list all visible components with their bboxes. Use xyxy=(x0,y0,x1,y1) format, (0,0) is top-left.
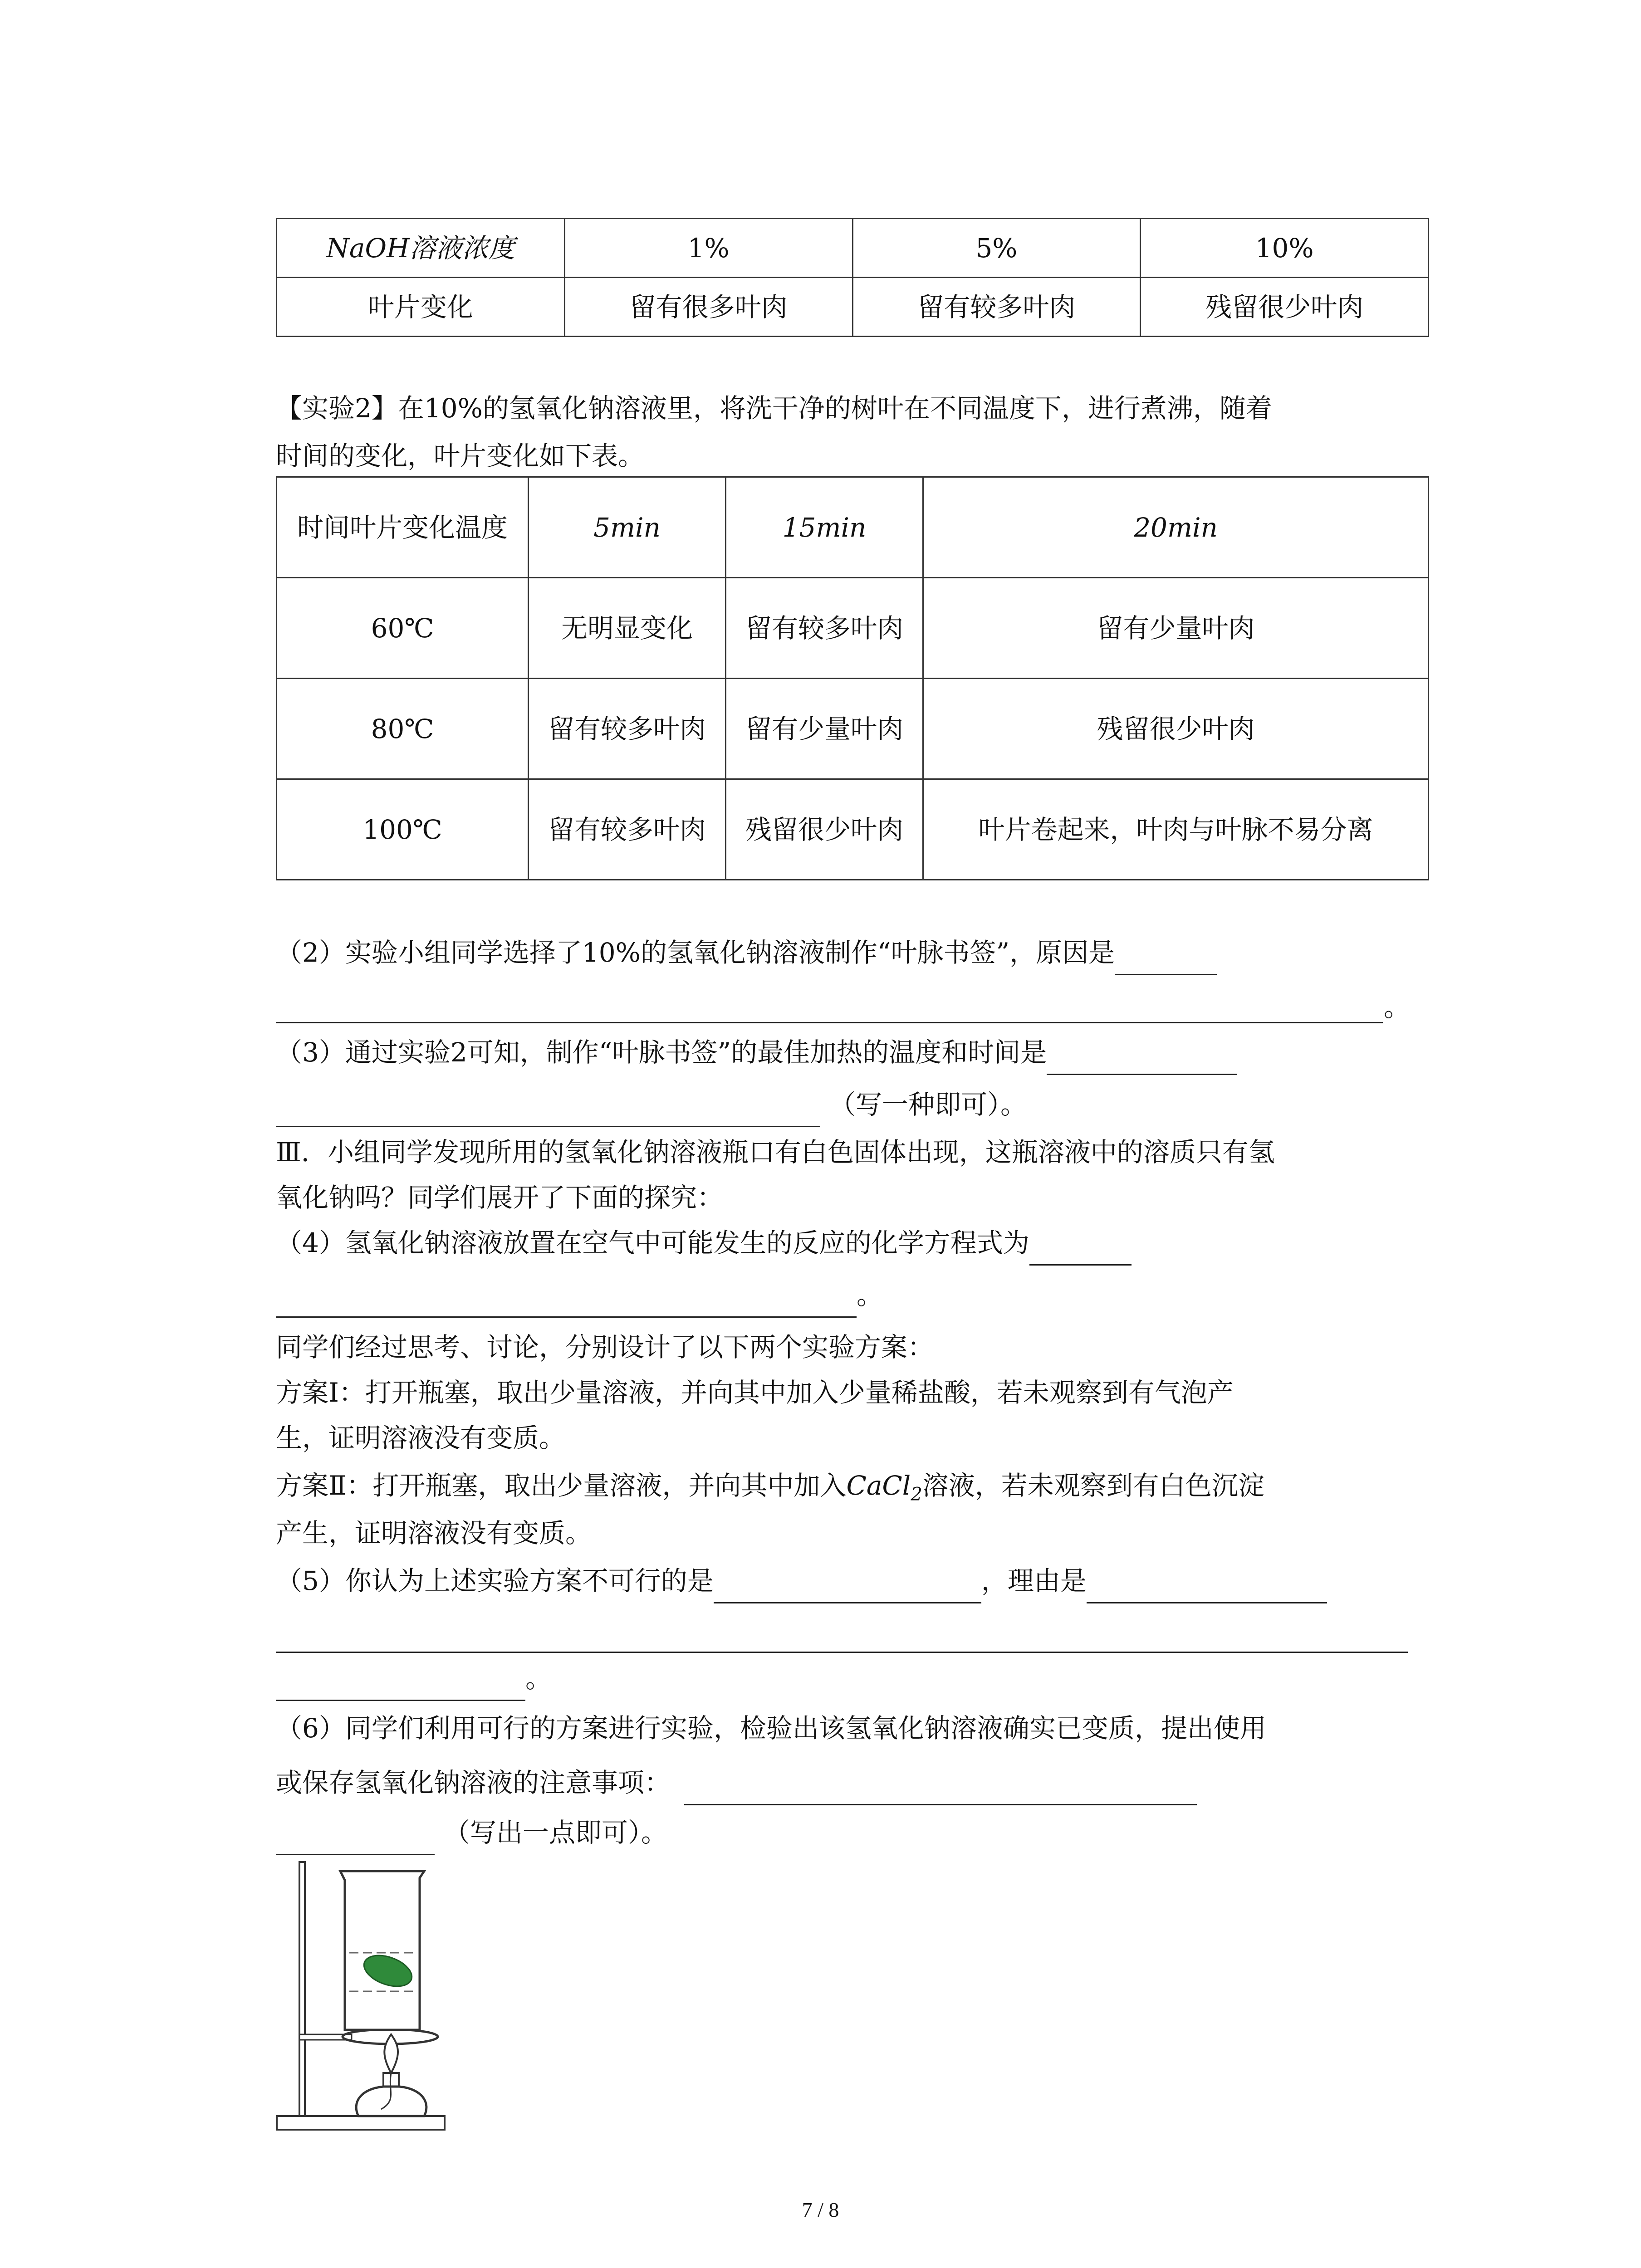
table-header-cell: 1% xyxy=(564,219,852,278)
answer-blank[interactable] xyxy=(1029,1233,1132,1266)
question3-line1 xyxy=(276,1030,1237,1075)
question4-line2 xyxy=(276,1272,883,1318)
answer-blank[interactable] xyxy=(276,1669,525,1701)
cacl2-formula: CaCl$_2$ xyxy=(846,1470,922,1505)
section3-line1: Ⅲ．小组同学发现所用的氢氧化钠溶液瓶口有白色固体出现，这瓶溶液中的溶质只有氢 xyxy=(276,1137,1275,1168)
answer-blank[interactable] xyxy=(276,1651,1408,1653)
answer-blank[interactable] xyxy=(1087,1571,1327,1603)
table-cell: 60℃ xyxy=(277,578,529,679)
table-header-cell: 15min xyxy=(726,477,923,578)
table-header-cell: 时间叶片变化温度 xyxy=(277,477,529,578)
flame xyxy=(384,2034,398,2073)
table-cell: 100℃ xyxy=(277,779,529,880)
experiment2-line2: 时间的变化，叶片变化如下表。 xyxy=(276,440,645,471)
question6-line2 xyxy=(276,1760,1197,1805)
stand-rod xyxy=(299,1862,305,2116)
plan2-text-post: 溶液，若未观察到有白色沉淀 xyxy=(922,1470,1264,1501)
question3-tail: （写一种即可）。 xyxy=(829,1089,1027,1120)
question6-text: 或保存氢氧化钠溶液的注意事项： xyxy=(276,1767,671,1798)
question3-text: （3）通过实验2可知，制作“叶脉书签”的最佳加热的温度和时间是 xyxy=(276,1037,1047,1068)
table-cell: 残留很少叶肉 xyxy=(726,779,923,880)
question4-text: （4）氢氧化钠溶液放置在空气中可能发生的反应的化学方程式为 xyxy=(276,1227,1029,1258)
question4-end: 。 xyxy=(857,1280,883,1310)
table-row xyxy=(277,477,1429,578)
question6-line3 xyxy=(276,1810,667,1855)
answer-blank[interactable] xyxy=(276,1823,435,1855)
table-cell: 留有很多叶肉 xyxy=(564,278,852,337)
table-row xyxy=(277,679,1429,779)
experiment2-line1: 【实验2】在10%的氢氧化钠溶液里，将洗干净的树叶在不同温度下，进行煮沸，随着 xyxy=(276,393,1272,424)
table-cell: 残留很少叶肉 xyxy=(923,679,1429,779)
answer-blank[interactable] xyxy=(1115,943,1217,975)
table-cell: 留有少量叶肉 xyxy=(726,679,923,779)
question5-line1 xyxy=(276,1558,1327,1603)
table-cell: 残留很少叶肉 xyxy=(1141,278,1429,337)
question6-tail: （写出一点即可）。 xyxy=(444,1817,668,1848)
page-number: 7 / 8 xyxy=(802,2198,839,2221)
plan1-line1: 方案Ⅰ：打开瓶塞，取出少量溶液，并向其中加入少量稀盐酸，若未观察到有气泡产 xyxy=(276,1377,1234,1408)
plan1-line2: 生，证明溶液没有变质。 xyxy=(276,1422,566,1453)
question5-text: （5）你认为上述实验方案不可行的是 xyxy=(276,1565,714,1596)
answer-blank[interactable] xyxy=(684,1773,1197,1805)
answer-blank[interactable] xyxy=(714,1571,981,1603)
table-cell: 留有少量叶肉 xyxy=(923,578,1429,679)
table-header-cell: 5% xyxy=(852,219,1141,278)
table-cell: 叶片卷起来，叶肉与叶脉不易分离 xyxy=(923,779,1429,880)
table-cell: 叶片变化 xyxy=(277,278,565,337)
table-row xyxy=(277,278,1429,337)
apparatus-illustration xyxy=(272,1855,454,2136)
question2-line1 xyxy=(276,930,1217,975)
section3-line2: 氧化钠吗？同学们展开了下面的探究： xyxy=(276,1182,724,1213)
table-cell: 留有较多叶肉 xyxy=(529,679,726,779)
question2-end: 。 xyxy=(1384,992,1411,1022)
plan2-text-pre: 方案Ⅱ：打开瓶塞，取出少量溶液，并向其中加入 xyxy=(276,1470,847,1501)
question5-end: 。 xyxy=(525,1663,552,1694)
answer-blank[interactable] xyxy=(1047,1043,1237,1075)
question2-text: （2）实验小组同学选择了10%的氢氧化钠溶液制作“叶脉书签”，原因是 xyxy=(276,937,1115,968)
question5-line3 xyxy=(276,1656,552,1701)
answer-blank[interactable] xyxy=(276,1286,857,1318)
table-cell: 留有较多叶肉 xyxy=(852,278,1141,337)
plan2-line2: 产生，证明溶液没有变质。 xyxy=(276,1518,592,1549)
stand-base xyxy=(277,2116,445,2130)
answer-blank[interactable] xyxy=(276,1095,820,1127)
table-row xyxy=(277,779,1429,880)
table-header-cell: 20min xyxy=(923,477,1429,578)
table-cell: 80℃ xyxy=(277,679,529,779)
answer-blank[interactable] xyxy=(276,1022,1383,1023)
table-header-cell: NaOH溶液浓度 xyxy=(277,219,565,278)
table-cell: 无明显变化 xyxy=(529,578,726,679)
question5-mid: ，理由是 xyxy=(981,1565,1087,1596)
table-cell: 留有较多叶肉 xyxy=(726,578,923,679)
question4-line1 xyxy=(276,1220,1132,1266)
table-cell: 留有较多叶肉 xyxy=(529,779,726,880)
question3-line2 xyxy=(276,1082,1027,1127)
concentration-table xyxy=(276,218,1429,337)
plans-intro: 同学们经过思考、讨论，分别设计了以下两个实验方案： xyxy=(276,1332,934,1363)
question6-line1: （6）同学们利用可行的方案进行实验，检验出该氢氧化钠溶液确实已变质，提出使用 xyxy=(276,1713,1266,1744)
table-header-cell: 10% xyxy=(1141,219,1429,278)
plan2-line1 xyxy=(276,1463,1264,1517)
table-row xyxy=(277,578,1429,679)
table-header-cell: 5min xyxy=(529,477,726,578)
temperature-time-table xyxy=(276,476,1429,880)
table-row xyxy=(277,219,1429,278)
